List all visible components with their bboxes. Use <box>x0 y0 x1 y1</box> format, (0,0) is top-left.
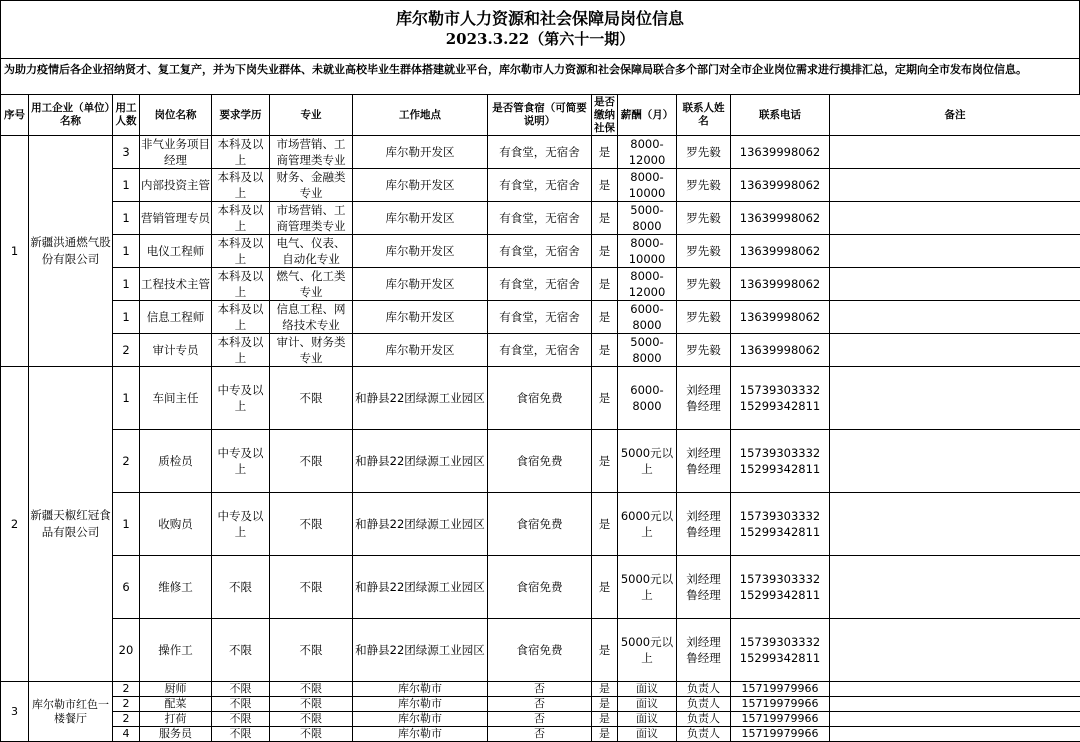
headcount-cell: 1 <box>113 235 140 268</box>
table-row <box>1 235 1080 268</box>
salary-cell: 5000元以上 <box>618 556 677 619</box>
phone-cell: 13639998062 <box>731 202 830 235</box>
headcount-cell: 2 <box>113 334 140 367</box>
location-cell: 和静县22团绿源工业园区 <box>353 493 488 556</box>
education-cell: 本科及以上 <box>212 136 270 169</box>
position-cell: 配菜 <box>140 697 212 712</box>
insurance-cell: 是 <box>592 697 618 712</box>
note-cell <box>830 235 1080 268</box>
phone-cell: 13639998062 <box>731 169 830 202</box>
col-header-salary: 薪酬（月） <box>618 95 677 136</box>
table-row <box>1 334 1080 367</box>
company-name-cell: 库尔勒市红色一楼餐厅 <box>29 682 113 742</box>
position-cell: 服务员 <box>140 727 212 742</box>
col-header-insurance: 是否缴纳社保 <box>592 95 618 136</box>
note-cell <box>830 136 1080 169</box>
headcount-cell: 1 <box>113 301 140 334</box>
page-subtitle: 2023.3.22（第六十一期） <box>1 29 1079 49</box>
education-cell: 本科及以上 <box>212 268 270 301</box>
position-cell: 车间主任 <box>140 367 212 430</box>
insurance-cell: 是 <box>592 493 618 556</box>
education-cell: 中专及以上 <box>212 493 270 556</box>
board-cell: 有食堂，无宿舍 <box>488 268 592 301</box>
insurance-cell: 是 <box>592 169 618 202</box>
headcount-cell: 1 <box>113 202 140 235</box>
note-cell <box>830 712 1080 727</box>
location-cell: 库尔勒开发区 <box>353 202 488 235</box>
major-cell: 审计、财务类专业 <box>270 334 353 367</box>
board-cell: 食宿免费 <box>488 556 592 619</box>
phone-cell: 15739303332 15299342811 <box>731 556 830 619</box>
salary-cell: 5000元以上 <box>618 430 677 493</box>
phone-cell: 13639998062 <box>731 235 830 268</box>
location-cell: 和静县22团绿源工业园区 <box>353 430 488 493</box>
note-cell <box>830 334 1080 367</box>
board-cell: 有食堂，无宿舍 <box>488 301 592 334</box>
note-cell <box>830 682 1080 697</box>
location-cell: 库尔勒市 <box>353 712 488 727</box>
major-cell: 不限 <box>270 682 353 697</box>
major-cell: 电气、仪表、自动化专业 <box>270 235 353 268</box>
headcount-cell: 20 <box>113 619 140 682</box>
major-cell: 不限 <box>270 697 353 712</box>
phone-cell: 13639998062 <box>731 136 830 169</box>
location-cell: 库尔勒开发区 <box>353 235 488 268</box>
board-cell: 否 <box>488 712 592 727</box>
education-cell: 本科及以上 <box>212 235 270 268</box>
note-cell <box>830 727 1080 742</box>
col-header-board: 是否管食宿（可简要说明） <box>488 95 592 136</box>
headcount-cell: 2 <box>113 430 140 493</box>
col-header-major: 专业 <box>270 95 353 136</box>
col-header-position: 岗位名称 <box>140 95 212 136</box>
headcount-cell: 6 <box>113 556 140 619</box>
table-row <box>1 727 1080 742</box>
contact-cell: 罗先毅 <box>677 136 731 169</box>
table-row <box>1 619 1080 682</box>
location-cell: 库尔勒开发区 <box>353 169 488 202</box>
major-cell: 不限 <box>270 367 353 430</box>
note-cell <box>830 619 1080 682</box>
phone-cell: 15739303332 15299342811 <box>731 493 830 556</box>
col-header-location: 工作地点 <box>353 95 488 136</box>
major-cell: 不限 <box>270 556 353 619</box>
col-header-company: 用工企业（单位）名称 <box>29 95 113 136</box>
major-cell: 不限 <box>270 493 353 556</box>
major-cell: 不限 <box>270 712 353 727</box>
contact-cell: 罗先毅 <box>677 334 731 367</box>
col-header-no: 序号 <box>1 95 29 136</box>
education-cell: 本科及以上 <box>212 301 270 334</box>
jobs-table <box>0 94 1080 742</box>
salary-cell: 面议 <box>618 727 677 742</box>
location-cell: 库尔勒开发区 <box>353 268 488 301</box>
insurance-cell: 是 <box>592 202 618 235</box>
col-header-note: 备注 <box>830 95 1080 136</box>
note-cell <box>830 202 1080 235</box>
education-cell: 不限 <box>212 727 270 742</box>
board-cell: 有食堂，无宿舍 <box>488 235 592 268</box>
education-cell: 本科及以上 <box>212 202 270 235</box>
note-cell <box>830 697 1080 712</box>
page-title: 库尔勒市人力资源和社会保障局岗位信息 <box>1 1 1079 29</box>
salary-cell: 8000-10000 <box>618 169 677 202</box>
education-cell: 中专及以上 <box>212 367 270 430</box>
table-row <box>1 712 1080 727</box>
location-cell: 库尔勒开发区 <box>353 136 488 169</box>
headcount-cell: 2 <box>113 712 140 727</box>
board-cell: 食宿免费 <box>488 430 592 493</box>
position-cell: 信息工程师 <box>140 301 212 334</box>
table-row <box>1 169 1080 202</box>
phone-cell: 15719979966 <box>731 682 830 697</box>
major-cell: 市场营销、工商管理类专业 <box>270 136 353 169</box>
insurance-cell: 是 <box>592 556 618 619</box>
title-block <box>0 0 1080 58</box>
note-cell <box>830 169 1080 202</box>
phone-cell: 15739303332 15299342811 <box>731 430 830 493</box>
salary-cell: 面议 <box>618 712 677 727</box>
position-cell: 质检员 <box>140 430 212 493</box>
row-number-cell: 3 <box>1 682 29 742</box>
major-cell: 信息工程、网络技术专业 <box>270 301 353 334</box>
headcount-cell: 1 <box>113 268 140 301</box>
note-cell <box>830 301 1080 334</box>
location-cell: 库尔勒市 <box>353 682 488 697</box>
table-row <box>1 136 1080 169</box>
col-header-count: 用工人数 <box>113 95 140 136</box>
education-cell: 不限 <box>212 619 270 682</box>
location-cell: 和静县22团绿源工业园区 <box>353 619 488 682</box>
contact-cell: 刘经理 鲁经理 <box>677 619 731 682</box>
phone-cell: 15719979966 <box>731 727 830 742</box>
note-cell <box>830 430 1080 493</box>
major-cell: 不限 <box>270 727 353 742</box>
insurance-cell: 是 <box>592 301 618 334</box>
salary-cell: 6000元以上 <box>618 493 677 556</box>
insurance-cell: 是 <box>592 367 618 430</box>
location-cell: 库尔勒开发区 <box>353 301 488 334</box>
position-cell: 营销管理专员 <box>140 202 212 235</box>
contact-cell: 罗先毅 <box>677 202 731 235</box>
col-header-phone: 联系电话 <box>731 95 830 136</box>
salary-cell: 面议 <box>618 697 677 712</box>
contact-cell: 刘经理 鲁经理 <box>677 493 731 556</box>
position-cell: 电仪工程师 <box>140 235 212 268</box>
phone-cell: 13639998062 <box>731 334 830 367</box>
education-cell: 不限 <box>212 712 270 727</box>
board-cell: 有食堂，无宿舍 <box>488 202 592 235</box>
major-cell: 市场营销、工商管理类专业 <box>270 202 353 235</box>
headcount-cell: 3 <box>113 136 140 169</box>
major-cell: 不限 <box>270 430 353 493</box>
phone-cell: 15719979966 <box>731 697 830 712</box>
headcount-cell: 4 <box>113 727 140 742</box>
table-row <box>1 682 1080 697</box>
phone-cell: 13639998062 <box>731 301 830 334</box>
row-number-cell: 1 <box>1 136 29 367</box>
position-cell: 审计专员 <box>140 334 212 367</box>
headcount-cell: 1 <box>113 169 140 202</box>
education-cell: 本科及以上 <box>212 334 270 367</box>
contact-cell: 罗先毅 <box>677 235 731 268</box>
headcount-cell: 2 <box>113 697 140 712</box>
company-name-cell: 新疆天椒红冠食品有限公司 <box>29 367 113 682</box>
board-cell: 有食堂，无宿舍 <box>488 169 592 202</box>
headcount-cell: 1 <box>113 367 140 430</box>
table-row <box>1 301 1080 334</box>
position-cell: 内部投资主管 <box>140 169 212 202</box>
board-cell: 否 <box>488 682 592 697</box>
position-cell: 非气业务项目经理 <box>140 136 212 169</box>
education-cell: 不限 <box>212 682 270 697</box>
location-cell: 库尔勒市 <box>353 697 488 712</box>
phone-cell: 13639998062 <box>731 268 830 301</box>
company-name-cell: 新疆洪通燃气股份有限公司 <box>29 136 113 367</box>
table-body <box>1 136 1080 742</box>
location-cell: 和静县22团绿源工业园区 <box>353 556 488 619</box>
col-header-contact: 联系人姓名 <box>677 95 731 136</box>
board-cell: 否 <box>488 727 592 742</box>
board-cell: 有食堂，无宿舍 <box>488 334 592 367</box>
salary-cell: 8000-12000 <box>618 268 677 301</box>
table-row <box>1 367 1080 430</box>
position-cell: 厨师 <box>140 682 212 697</box>
education-cell: 中专及以上 <box>212 430 270 493</box>
major-cell: 燃气、化工类专业 <box>270 268 353 301</box>
table-row <box>1 268 1080 301</box>
major-cell: 财务、金融类专业 <box>270 169 353 202</box>
position-cell: 维修工 <box>140 556 212 619</box>
contact-cell: 罗先毅 <box>677 268 731 301</box>
note-cell <box>830 556 1080 619</box>
board-cell: 食宿免费 <box>488 493 592 556</box>
col-header-education: 要求学历 <box>212 95 270 136</box>
table-row <box>1 697 1080 712</box>
insurance-cell: 是 <box>592 334 618 367</box>
board-cell: 有食堂，无宿舍 <box>488 136 592 169</box>
phone-cell: 15739303332 15299342811 <box>731 619 830 682</box>
position-cell: 工程技术主管 <box>140 268 212 301</box>
salary-cell: 5000元以上 <box>618 619 677 682</box>
note-cell <box>830 493 1080 556</box>
insurance-cell: 是 <box>592 712 618 727</box>
contact-cell: 刘经理 鲁经理 <box>677 430 731 493</box>
insurance-cell: 是 <box>592 727 618 742</box>
contact-cell: 负责人 <box>677 682 731 697</box>
insurance-cell: 是 <box>592 235 618 268</box>
insurance-cell: 是 <box>592 430 618 493</box>
note-cell <box>830 367 1080 430</box>
location-cell: 库尔勒市 <box>353 727 488 742</box>
board-cell: 食宿免费 <box>488 367 592 430</box>
salary-cell: 8000-10000 <box>618 235 677 268</box>
contact-cell: 罗先毅 <box>677 169 731 202</box>
board-cell: 否 <box>488 697 592 712</box>
education-cell: 本科及以上 <box>212 169 270 202</box>
location-cell: 库尔勒开发区 <box>353 334 488 367</box>
insurance-cell: 是 <box>592 136 618 169</box>
salary-cell: 面议 <box>618 682 677 697</box>
insurance-cell: 是 <box>592 268 618 301</box>
table-row <box>1 202 1080 235</box>
salary-cell: 5000-8000 <box>618 334 677 367</box>
board-cell: 食宿免费 <box>488 619 592 682</box>
contact-cell: 负责人 <box>677 712 731 727</box>
salary-cell: 5000-8000 <box>618 202 677 235</box>
education-cell: 不限 <box>212 697 270 712</box>
major-cell: 不限 <box>270 619 353 682</box>
position-cell: 操作工 <box>140 619 212 682</box>
phone-cell: 15739303332 15299342811 <box>731 367 830 430</box>
contact-cell: 刘经理 鲁经理 <box>677 367 731 430</box>
education-cell: 不限 <box>212 556 270 619</box>
contact-cell: 刘经理 鲁经理 <box>677 556 731 619</box>
contact-cell: 负责人 <box>677 727 731 742</box>
salary-cell: 8000-12000 <box>618 136 677 169</box>
table-row <box>1 493 1080 556</box>
insurance-cell: 是 <box>592 682 618 697</box>
phone-cell: 15719979966 <box>731 712 830 727</box>
table-row <box>1 430 1080 493</box>
salary-cell: 6000-8000 <box>618 301 677 334</box>
contact-cell: 负责人 <box>677 697 731 712</box>
location-cell: 和静县22团绿源工业园区 <box>353 367 488 430</box>
headcount-cell: 1 <box>113 493 140 556</box>
position-cell: 收购员 <box>140 493 212 556</box>
headcount-cell: 2 <box>113 682 140 697</box>
row-number-cell: 2 <box>1 367 29 682</box>
note-cell <box>830 268 1080 301</box>
table-header-row <box>1 95 1080 136</box>
contact-cell: 罗先毅 <box>677 301 731 334</box>
position-cell: 打荷 <box>140 712 212 727</box>
insurance-cell: 是 <box>592 619 618 682</box>
salary-cell: 6000-8000 <box>618 367 677 430</box>
table-row <box>1 556 1080 619</box>
intro-text: 为助力疫情后各企业招纳贤才、复工复产，并为下岗失业群体、未就业高校毕业生群体搭建就业平台，库尔勒市人力资源和社会保障局联合多个部门对全市企业岗位需求进行摸排汇总，定期向全市发布岗位信息。 <box>0 58 1080 94</box>
